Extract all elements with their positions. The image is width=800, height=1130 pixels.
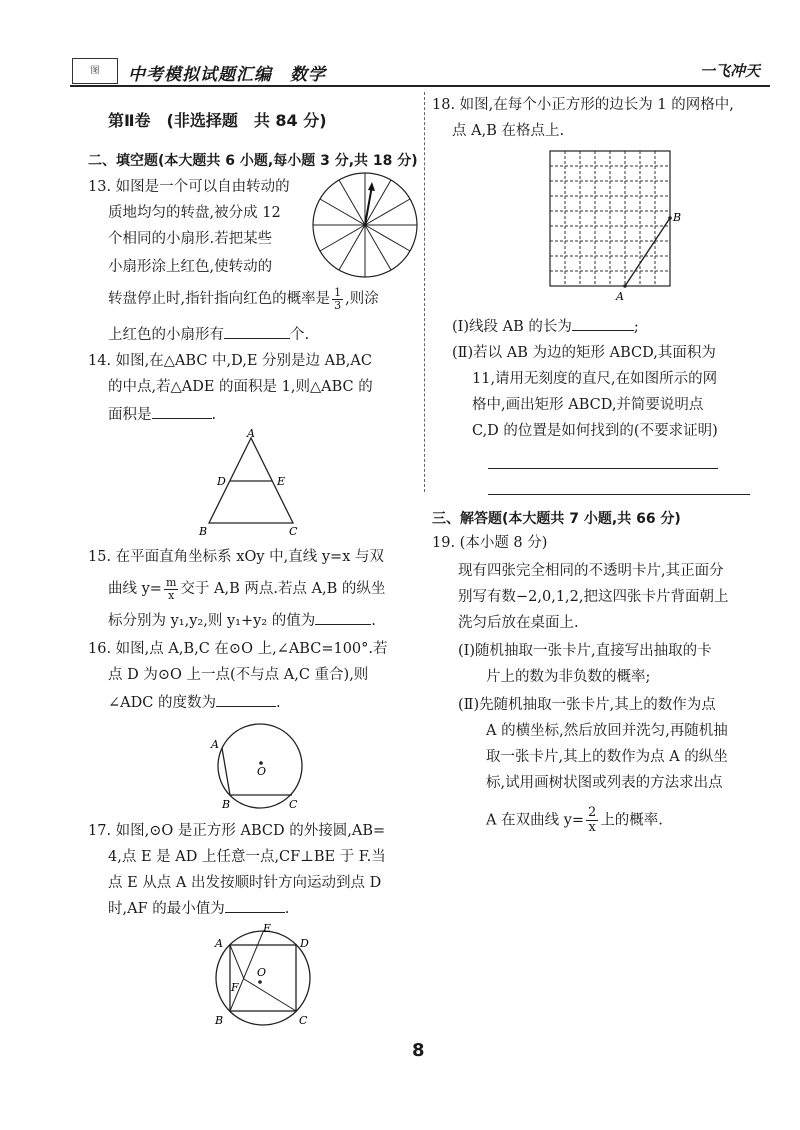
q16-answer-blank[interactable] [216,692,276,707]
label-a: A [211,738,219,751]
q13-fraction [332,287,343,312]
q13-line4: 小扇形涂上红色,使转动的 [108,259,273,275]
label-e: E [263,922,272,935]
q13-line5-end: ,则涂 [345,291,379,307]
q18-part2-line2: 11,请用无刻度的直尺,在如图所示的网 [472,371,718,387]
label-b: B [222,798,231,811]
q19-line3: 洗匀后放在桌面上. [458,615,579,631]
label-d: D [217,475,226,488]
q19-part2-line1: (Ⅱ)先随机抽取一张卡片,其上的数作为点 [458,697,716,713]
q19-line2: 别写有数−2,0,1,2,把这四张卡片背面朝上 [458,589,729,605]
point-a [623,284,627,288]
label-b: B [673,211,682,224]
q15-fraction [164,577,178,602]
header-brand: 一飞冲天 [700,62,761,80]
q19-part1-line1: (Ⅰ)随机抽取一张卡片,直接写出抽取的卡 [458,643,712,659]
q18-answer-line2[interactable] [488,494,750,495]
q13-line3: 个相同的小扇形.若把某些 [108,231,273,247]
q18-part2-line4: C,D 的位置是如何找到的(不要求证明) [472,423,718,439]
q15-line2-text: 曲线 y= [108,581,162,597]
q19-part1-line2: 片上的数为非负数的概率; [486,669,651,685]
q15-line2 [108,576,385,603]
q19-part2-line2: A 的横坐标,然后放回并洗匀,再随机抽 [486,723,728,739]
segment-af [230,945,244,979]
page-number: 8 [412,1040,425,1061]
q16-line3 [108,690,281,717]
label-c: C [289,798,298,811]
q13-line1: 13. 如图是一个可以自由转动的 [88,179,290,195]
q13-answer-blank[interactable] [224,324,290,339]
q16-line2: 点 D 为⊙O 上一点(不与点 A,C 重合),则 [108,667,369,683]
q18-part2-line1: (Ⅱ)若以 AB 为边的矩形 ABCD,其面积为 [452,345,716,361]
header-title: 中考模拟试题汇编 数学 [128,65,326,85]
q19-frac-den: x [588,820,596,835]
q15-frac-num: m [165,575,177,589]
label-b: B [199,525,208,538]
q19-part2-line4: 标,试用画树状图或列表的方法求出点 [486,775,723,791]
q14-line3 [108,402,216,429]
label-a: A [215,937,223,950]
triangle-figure [195,428,305,538]
square-circle-figure [205,922,325,1034]
q13-line6 [108,322,309,349]
q13-line5 [108,286,379,313]
q13-frac-num: 1 [334,285,342,299]
q19-line5-text: A 在双曲线 y= [486,812,585,829]
label-c: C [299,1014,308,1027]
center-point [258,980,262,984]
q19-title: 19. (本小题 8 分) [432,535,548,551]
label-c: C [289,525,298,538]
q18-line1: 18. 如图,在每个小正方形的边长为 1 的网格中, [432,97,734,113]
column-divider [424,92,425,492]
label-o: O [257,765,267,778]
q16-line3-text: ∠ADC 的度数为 [108,695,216,711]
q15-frac-den: x [168,588,175,602]
q14-line3-text: 面积是 [108,407,152,423]
point-b [668,216,672,220]
section-title: 第Ⅱ卷 (非选择题 共 84 分) [108,111,327,130]
q15-line2-end: 交于 A,B 两点.若点 A,B 的纵坐 [180,581,386,597]
pointer-arrow-icon [368,182,375,191]
label-b: B [215,1014,224,1027]
q13-line2: 质地均匀的转盘,被分成 12 [108,205,281,221]
q17-line4-text: 时,AF 的最小值为 [108,901,225,917]
q15-line3-end: . [371,613,376,629]
publisher-logo: 图 [72,58,118,84]
header-rule [70,85,770,87]
q13-frac-den: 3 [334,298,342,312]
q17-line2: 4,点 E 是 AD 上任意一点,CF⊥BE 于 F.当 [108,849,386,865]
q13-line6-text: 上红色的小扇形有 [108,327,224,343]
q18-answer-line1[interactable] [488,468,718,469]
segment-ab [625,218,670,286]
q17-line1: 17. 如图,⊙O 是正方形 ABCD 的外接圆,AB= [88,823,386,839]
q18-part1-end: ; [633,319,639,335]
q19-part2-line5 [486,806,663,835]
q17-line4 [108,896,289,923]
q19-line1: 现有四张完全相同的不透明卡片,其正面分 [458,563,724,579]
q17-line3: 点 E 从点 A 出发按顺时针方向运动到点 D [108,875,382,891]
q19-frac-num: 2 [588,805,597,820]
q19-part2-line3: 取一张卡片,其上的数作为点 A 的纵坐 [486,749,728,765]
label-f: F [231,981,239,994]
q14-line1: 14. 如图,在△ABC 中,D,E 分别是边 AB,AC [88,353,372,369]
q18-part1-blank[interactable] [572,316,634,331]
q13-line6-end: 个. [290,327,310,343]
q18-part1-text: (Ⅰ)线段 AB 的长为 [452,319,572,335]
q17-answer-blank[interactable] [225,898,285,913]
q14-answer-blank[interactable] [152,404,212,419]
label-o: O [257,966,267,979]
q15-answer-blank[interactable] [315,610,371,625]
q18-line2: 点 A,B 在格点上. [452,123,565,139]
q15-line1: 15. 在平面直角坐标系 xOy 中,直线 y=x 与双 [88,549,384,565]
q19-fraction [586,806,598,835]
q14-line2: 的中点,若△ADE 的面积是 1,则△ABC 的 [108,379,373,395]
part3-heading: 三、解答题(本大题共 7 小题,共 66 分) [432,511,681,527]
circle-abc-figure [205,720,315,820]
q18-part1 [452,314,639,341]
grid-figure [540,146,690,306]
label-e: E [277,475,286,488]
q18-part2-line3: 格中,画出矩形 ABCD,并简要说明点 [472,397,704,413]
q13-line5-text: 转盘停止时,指针指向红色的概率是 [108,291,331,307]
q19-line5-end: 上的概率. [600,812,663,829]
q15-line3 [108,608,376,635]
grid-lines [550,151,670,286]
q14-line3-end: . [211,407,217,423]
q17-line4-end: . [284,901,290,917]
segment-cf [244,979,296,1011]
q15-line3-text: 标分别为 y₁,y₂,则 y₁+y₂ 的值为 [108,613,316,629]
label-a: A [616,290,624,303]
q16-line1: 16. 如图,点 A,B,C 在⊙O 上,∠ABC=100°.若 [88,641,388,657]
spinner-figure [310,170,420,280]
q16-line3-end: . [275,695,281,711]
label-a: A [247,428,255,440]
part2-heading: 二、填空题(本大题共 6 小题,每小题 3 分,共 18 分) [88,153,418,169]
label-d: D [300,937,309,950]
